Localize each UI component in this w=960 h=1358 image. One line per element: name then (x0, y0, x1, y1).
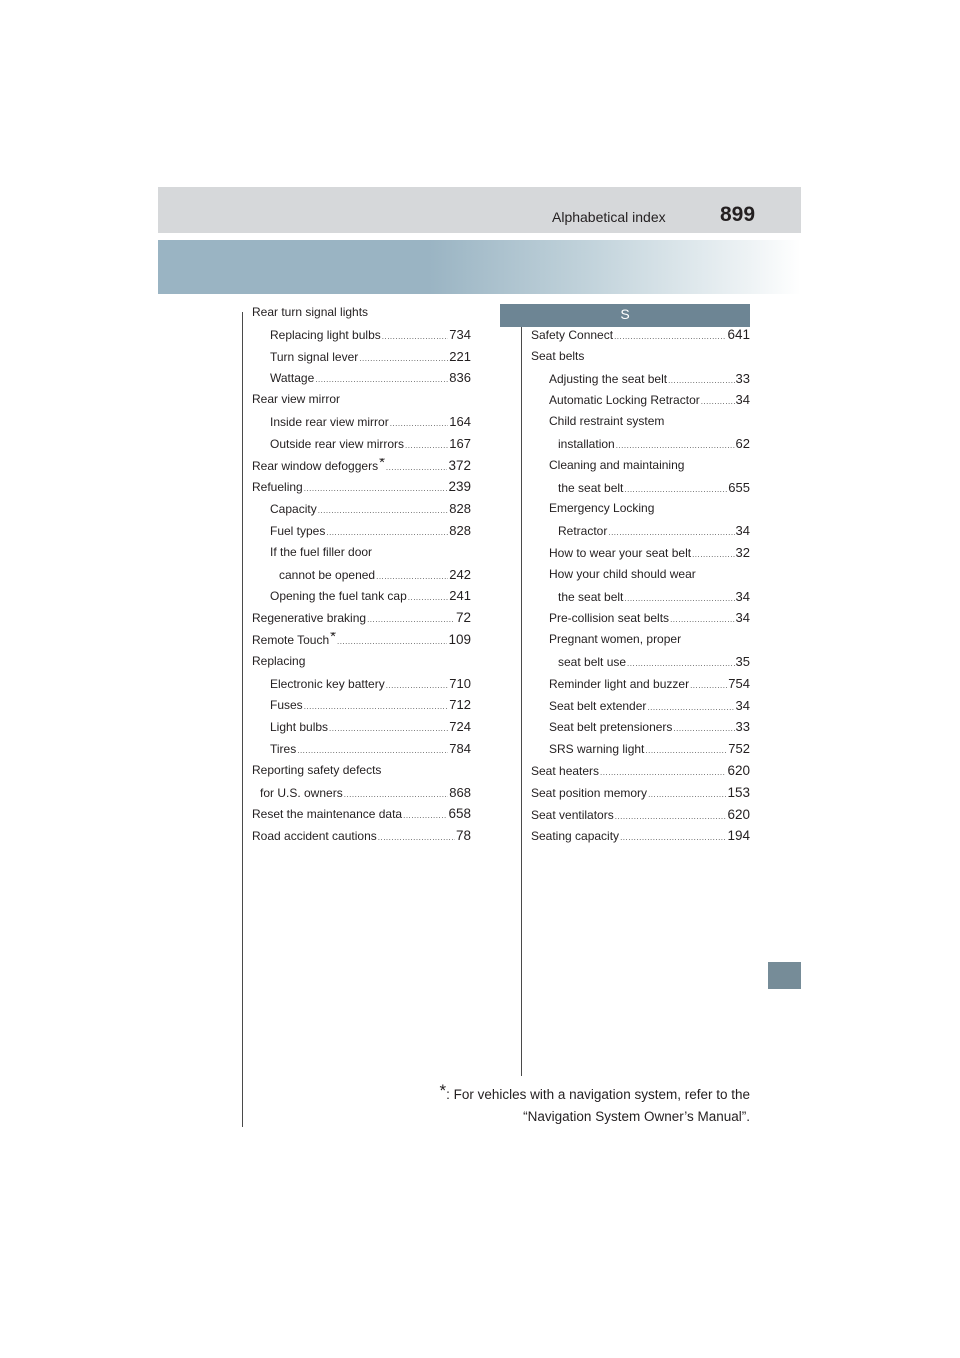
index-entry-page: 194 (727, 828, 750, 844)
leader-dots (403, 811, 447, 820)
header-title: Alphabetical index (552, 209, 666, 225)
index-entry[interactable] (252, 327, 471, 349)
index-entry[interactable] (252, 501, 471, 523)
index-entry-page: 34 (735, 610, 750, 626)
leader-dots (386, 463, 448, 472)
index-entry-page: 34 (735, 697, 750, 713)
index-entry[interactable] (531, 807, 750, 829)
leader-dots (645, 746, 727, 755)
leader-dots (315, 375, 448, 384)
index-entry-page: 655 (728, 479, 750, 495)
index-entry-page: 641 (727, 327, 750, 342)
index-entry-label: Automatic Locking Retractor (549, 393, 700, 408)
index-entry[interactable] (252, 305, 471, 327)
index-entry-label: Electronic key battery (270, 676, 385, 691)
footnote (438, 1081, 750, 1128)
index-entry[interactable] (531, 741, 750, 763)
leader-dots (390, 419, 449, 428)
leader-dots (378, 833, 455, 842)
index-entry-label: for U.S. owners (260, 785, 343, 800)
index-entry[interactable] (252, 676, 471, 698)
index-entry-page: 35 (735, 653, 750, 669)
section-heading-s: S (500, 304, 750, 327)
index-entry-label: Light bulbs (270, 720, 329, 735)
index-entry-label: Pre-collision seat belts (549, 611, 670, 626)
index-entry-label: Turn signal lever (270, 349, 359, 364)
leader-dots (616, 441, 735, 450)
index-entry[interactable] (531, 676, 750, 698)
footnote-line-2: “Navigation System Owner’s Manual”. (523, 1109, 750, 1124)
index-column-right (531, 327, 750, 850)
index-entry-label: Wattage (270, 371, 315, 386)
index-entry[interactable] (531, 632, 750, 654)
leader-dots (382, 332, 449, 341)
index-column-left (252, 305, 471, 850)
index-entry[interactable] (252, 719, 471, 741)
index-entry-label: Seat belt pretensioners (549, 720, 673, 735)
index-entry[interactable] (252, 349, 471, 371)
index-entry[interactable] (531, 698, 750, 720)
leader-dots (337, 637, 447, 646)
leader-dots (624, 594, 734, 603)
header-band (158, 240, 801, 294)
index-entry-page: 710 (449, 675, 471, 691)
index-entry[interactable] (252, 370, 471, 392)
leader-dots (304, 484, 448, 493)
index-entry-page: 109 (448, 631, 471, 647)
index-entry[interactable] (252, 588, 471, 610)
leader-dots (318, 506, 449, 515)
leader-dots (344, 790, 449, 799)
leader-dots (614, 332, 726, 341)
index-entry-label: Safety Connect (531, 328, 614, 342)
index-entry-label: Seat belts (531, 348, 585, 363)
index-entry-page: 868 (449, 784, 471, 800)
index-entry-label: Emergency Locking (549, 501, 655, 516)
leader-dots (673, 724, 734, 733)
index-entry[interactable] (531, 719, 750, 741)
index-entry-label: Reporting safety defects (252, 762, 382, 777)
index-entry-page: 784 (449, 740, 471, 756)
index-entry-label: the seat belt (558, 589, 624, 604)
index-entry-label: Road accident cautions (252, 829, 377, 844)
index-entry-label: Seating capacity (531, 829, 620, 844)
index-entry-label: Seat ventilators (531, 807, 614, 822)
index-entry-page: 752 (728, 741, 750, 757)
index-entry-label: Adjusting the seat belt (549, 371, 668, 386)
leader-dots (359, 354, 448, 363)
index-entry-label: Rear window defoggers (252, 458, 379, 473)
index-entry-page: 167 (449, 435, 471, 451)
leader-dots (386, 681, 449, 690)
index-entry[interactable] (252, 828, 471, 850)
index-entry-label: Replacing (252, 653, 306, 668)
index-entry-label: Reminder light and buzzer (549, 676, 690, 691)
index-entry[interactable] (252, 763, 471, 785)
index-entry[interactable] (531, 654, 750, 676)
index-entry[interactable] (252, 392, 471, 414)
footnote-star: * (439, 1081, 447, 1100)
index-entry-label: seat belt use (558, 654, 627, 669)
leader-dots (692, 550, 734, 559)
index-entry[interactable] (252, 610, 471, 632)
index-entry-label: Opening the fuel tank cap (270, 589, 407, 604)
index-entry-label: Child restraint system (549, 414, 665, 429)
index-entry[interactable] (531, 567, 750, 589)
index-entry-page: 620 (727, 762, 750, 778)
index-entry-label: Fuses (270, 698, 303, 713)
leader-dots (690, 681, 727, 690)
index-entry[interactable] (252, 806, 471, 828)
index-entry-page: 34 (735, 588, 750, 604)
index-entry-label: Refueling (252, 480, 303, 495)
index-entry-page: 78 (455, 828, 471, 844)
index-entry[interactable] (531, 785, 750, 807)
index-entry[interactable] (252, 741, 471, 763)
leader-dots (624, 485, 727, 494)
index-entry[interactable] (252, 654, 471, 676)
index-entry[interactable] (531, 480, 750, 502)
index-entry[interactable] (252, 567, 471, 589)
index-entry-page: 221 (449, 348, 471, 364)
index-entry-page: 62 (735, 435, 750, 451)
index-entry-label: Pregnant women, proper (549, 632, 682, 647)
index-entry-label: Seat heaters (531, 763, 600, 778)
center-column-rule (521, 312, 522, 1076)
leader-dots (620, 833, 726, 842)
index-entry-label: Regenerative braking (252, 611, 367, 626)
index-entry[interactable] (252, 697, 471, 719)
index-entry-page: 153 (727, 784, 750, 800)
leader-dots (600, 768, 726, 777)
index-entry-page: 32 (735, 544, 750, 560)
index-entry[interactable]: Remote Touch * ..... 109 (252, 632, 471, 654)
index-entry-page: 34 (735, 392, 750, 408)
index-entry-label: How your child should wear (549, 566, 696, 581)
index-entry-label: Reset the maintenance data (252, 807, 403, 822)
index-entry-label: Tires (270, 741, 297, 756)
index-entry[interactable] (531, 545, 750, 567)
index-entry[interactable] (531, 371, 750, 393)
index-entry-page: 72 (455, 610, 471, 626)
index-entry-label: Outside rear view mirrors (270, 436, 405, 451)
header-bar (158, 187, 801, 233)
leader-dots (647, 703, 734, 712)
index-entry[interactable] (531, 523, 750, 545)
leader-dots (376, 572, 448, 581)
index-entry-label: Seat belt extender (549, 698, 647, 713)
leader-dots (326, 528, 448, 537)
index-entry-label: Inside rear view mirror (270, 414, 389, 429)
footnote-line-1 (438, 1081, 750, 1106)
page-number: 899 (720, 203, 756, 226)
index-entry-label: installation (558, 436, 615, 451)
index-entry[interactable] (531, 436, 750, 458)
index-entry-page: 754 (728, 675, 750, 691)
left-column-rule (242, 312, 243, 1127)
index-entry[interactable] (531, 501, 750, 523)
index-entry[interactable] (531, 327, 750, 349)
index-entry-page: 828 (449, 522, 471, 538)
index-entry[interactable] (252, 414, 471, 436)
index-entry-page: 34 (735, 523, 750, 539)
index-entry-label: SRS warning light (549, 742, 645, 757)
index-entry-page: 658 (448, 806, 471, 822)
index-entry[interactable] (252, 545, 471, 567)
leader-dots (701, 397, 735, 406)
leader-dots (668, 376, 734, 385)
index-entry[interactable] (531, 589, 750, 611)
index-entry-label: Capacity (270, 502, 317, 517)
index-entry-page: 712 (449, 697, 471, 713)
index-entry-label: Retractor (558, 524, 608, 539)
leader-dots (329, 724, 448, 733)
index-entry-label: Remote Touch (252, 632, 330, 647)
index-entry[interactable] (252, 785, 471, 807)
index-entry-label: cannot be opened (279, 567, 376, 582)
index-entry[interactable] (531, 458, 750, 480)
index-entry[interactable] (252, 479, 471, 501)
index-entry-page: 372 (448, 457, 471, 473)
index-entry-page: 164 (449, 413, 471, 429)
index-entry-label: the seat belt (558, 480, 624, 495)
section-side-tab[interactable] (768, 962, 801, 989)
index-entry[interactable] (531, 828, 750, 850)
index-entry-page: 724 (449, 719, 471, 735)
leader-dots (608, 528, 734, 537)
index-entry[interactable] (531, 414, 750, 436)
leader-dots (304, 702, 449, 711)
leader-dots (615, 812, 727, 821)
index-entry[interactable]: Rear window defoggers * ..... 372 (252, 458, 471, 480)
index-entry[interactable] (252, 436, 471, 458)
index-entry-label: Seat position memory (531, 785, 648, 800)
index-entry-page: 734 (449, 326, 471, 342)
index-entry-page: 242 (449, 566, 471, 582)
index-entry-page: 33 (735, 370, 750, 386)
index-entry[interactable] (252, 523, 471, 545)
index-entry-page: 33 (735, 719, 750, 735)
footnote-text-1: : For vehicles with a navigation system, refer to the (446, 1087, 750, 1102)
index-entry[interactable] (531, 610, 750, 632)
leader-dots (648, 790, 726, 799)
leader-dots (408, 593, 449, 602)
index-entry[interactable] (531, 763, 750, 785)
index-entry-page: 836 (449, 370, 471, 386)
index-entry-page: 828 (449, 501, 471, 517)
index-entry-label: Fuel types (270, 523, 326, 538)
index-entry-label: Replacing light bulbs (270, 327, 381, 342)
leader-dots (367, 615, 455, 624)
index-entry-page: 239 (448, 479, 471, 495)
index-entry-label: How to wear your seat belt (549, 545, 692, 560)
index-entry[interactable] (531, 349, 750, 371)
index-entry-label: Cleaning and maintaining (549, 457, 685, 472)
index-entry-label: Rear view mirror (252, 392, 341, 407)
leader-dots (297, 746, 448, 755)
index-entry-label: If the fuel filler door (270, 544, 373, 559)
leader-dots (670, 615, 734, 624)
index-entry-page: 620 (727, 806, 750, 822)
index-entry[interactable] (531, 392, 750, 414)
leader-dots (627, 659, 734, 668)
index-entry-label: Rear turn signal lights (252, 305, 369, 319)
leader-dots (405, 441, 448, 450)
index-entry-page: 241 (449, 588, 471, 604)
